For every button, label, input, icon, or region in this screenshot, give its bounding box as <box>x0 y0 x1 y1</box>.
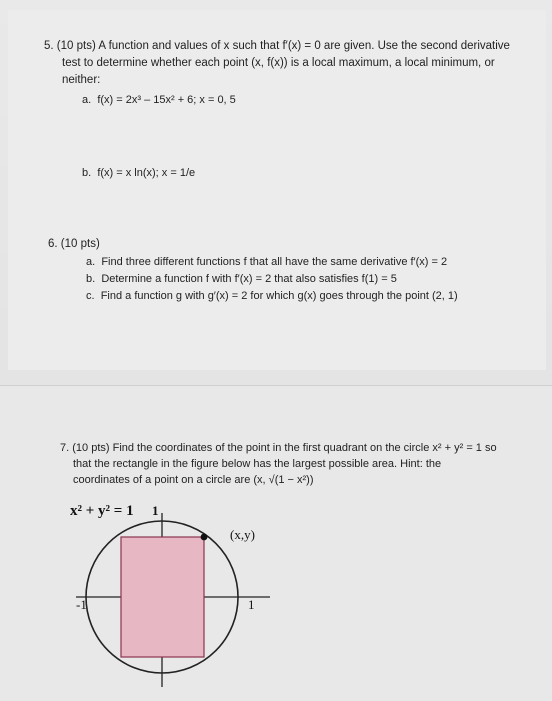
point-xy-marker <box>201 534 208 541</box>
q7-text-line2: that the rectangle in the figure below has the largest possible area. Hint: the <box>73 458 442 470</box>
q6-b-label: b. <box>86 273 96 285</box>
q5-part-a <box>82 92 236 108</box>
x-axis-right-label: 1 <box>248 597 255 612</box>
q6-c-text: Find a function g with g′(x) = 2 for which g(x) goes through the point (2, 1) <box>100 290 458 302</box>
q5-text-line1: (10 pts) A function and values of x such that f′(x) = 0 are given. Use the second derivative <box>56 40 510 52</box>
q6-part-b <box>86 271 397 287</box>
q5-a-text: f(x) = 2x³ – 15x² + 6; x = 0, 5 <box>97 94 236 106</box>
q7-text-line1: (10 pts) Find the coordinates of the point in the first quadrant on the circle x² + y² = 1 so <box>72 442 497 454</box>
y-axis-top-label: 1 <box>152 503 159 518</box>
q7-number: 7. <box>60 442 70 454</box>
q5-number: 5. <box>44 40 54 52</box>
q7-text-line3: coordinates of a point on a circle are (x, √(1 − x²)) <box>73 474 314 486</box>
x-axis-left-label: -1 <box>76 597 87 612</box>
circle-rectangle-figure <box>70 505 290 695</box>
q6-number: 6. <box>48 238 58 250</box>
q5-text-line3: neither: <box>62 74 101 86</box>
q6-part-a <box>86 254 447 270</box>
question-5 <box>44 38 544 55</box>
figure-svg <box>70 505 290 690</box>
question-6 <box>48 236 100 253</box>
q6-header: (10 pts) <box>60 238 100 250</box>
q5-a-label: a. <box>82 94 92 106</box>
question-7 <box>60 440 540 488</box>
q5-b-label: b. <box>82 167 92 179</box>
q6-b-text: Determine a function f with f′(x) = 2 that also satisfies f(1) = 5 <box>101 273 397 285</box>
q5-text-line2: test to determine whether each point (x, f(x)) is a local maximum, a local minimum, or <box>62 57 495 69</box>
q6-c-label: c. <box>86 290 95 302</box>
q6-a-text: Find three different functions f that all have the same derivative f′(x) = 2 <box>101 256 448 268</box>
q6-part-c <box>86 288 458 304</box>
point-xy-label: (x,y) <box>230 527 255 542</box>
circle-equation-label: x² + y² = 1 <box>70 503 134 519</box>
q6-a-label: a. <box>86 256 96 268</box>
q5-b-text: f(x) = x ln(x); x = 1/e <box>97 167 196 179</box>
inscribed-rectangle <box>121 537 204 657</box>
q5-part-b <box>82 165 195 181</box>
q7-line1 <box>60 440 540 456</box>
